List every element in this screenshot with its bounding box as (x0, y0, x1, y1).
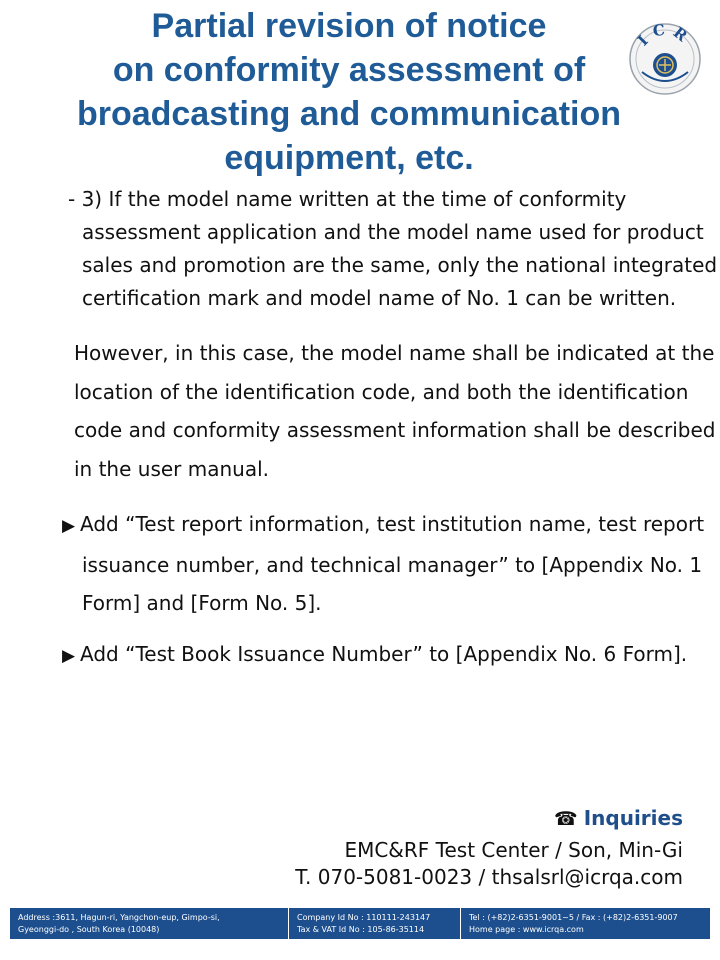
inquiries-block (295, 800, 683, 891)
text-line: certification mark and model name of No. 1 can be written. (82, 286, 677, 310)
however-paragraph (74, 334, 715, 488)
text-line: sales and promotion are the same, only the national integrated (82, 253, 718, 277)
text-line: in the user manual. (74, 456, 270, 481)
logo-text: ICR (633, 22, 696, 50)
inquiries-label: Inquiries (583, 806, 683, 830)
address-line: Address :3611, Hagun-ri, Yangchon-eup, Gimpo-si, (18, 913, 220, 922)
text-line: assessment application and the model name used for product (82, 220, 704, 244)
title-line: equipment, etc. (224, 139, 474, 177)
text-line: issuance number, and technical manager” to [Appendix No. 1 (82, 552, 703, 577)
tel-fax: Tel : (+82)2-6351-9001~5 / Fax : (+82)2-6351-9007 (469, 913, 678, 922)
footer-address (10, 908, 288, 939)
page-title (40, 4, 658, 180)
homepage-link[interactable]: Home page : www.icrqa.com (469, 924, 584, 934)
text-line: - 3) If the model name written at the time of conformity (68, 187, 627, 211)
icr-logo-icon (628, 22, 702, 96)
triangle-bullet-icon: ▶ (62, 646, 76, 666)
footer-contact (460, 908, 710, 939)
text-line: location of the identification code, and both the identification (74, 379, 689, 404)
title-line: on conformity assessment of (112, 51, 586, 89)
address-line: Gyeonggi-do , South Korea (10048) (18, 924, 160, 934)
text-line: Form] and [Form No. 5]. (82, 591, 322, 615)
footer-company-ids (288, 908, 460, 939)
telephone-icon: ☎ (554, 808, 578, 830)
contact-name: EMC&RF Test Center / Son, Min-Gi (344, 838, 683, 862)
bullet-item (62, 635, 687, 675)
title-line: Partial revision of notice (151, 7, 547, 45)
text-line: Add “Test Book Issuance Number” to [Appendix No. 6 Form]. (80, 642, 688, 666)
tax-id: Tax & VAT Id No : 105-86-35114 (297, 924, 425, 934)
item-3-paragraph (68, 183, 717, 315)
text-line: However, in this case, the model name shall be indicated at the (74, 341, 715, 365)
text-line: code and conformity assessment information shall be described (74, 418, 716, 442)
footer-bar (10, 908, 710, 939)
title-line: broadcasting and communication (76, 95, 622, 133)
triangle-bullet-icon: ▶ (62, 516, 76, 536)
contact-phone-email: T. 070-5081-0023 / thsalsrl@icrqa.com (295, 865, 683, 889)
text-line: Add “Test report information, test institution name, test report (80, 512, 705, 536)
company-id: Company Id No : 110111-243147 (297, 913, 431, 922)
bullet-item (62, 505, 704, 623)
